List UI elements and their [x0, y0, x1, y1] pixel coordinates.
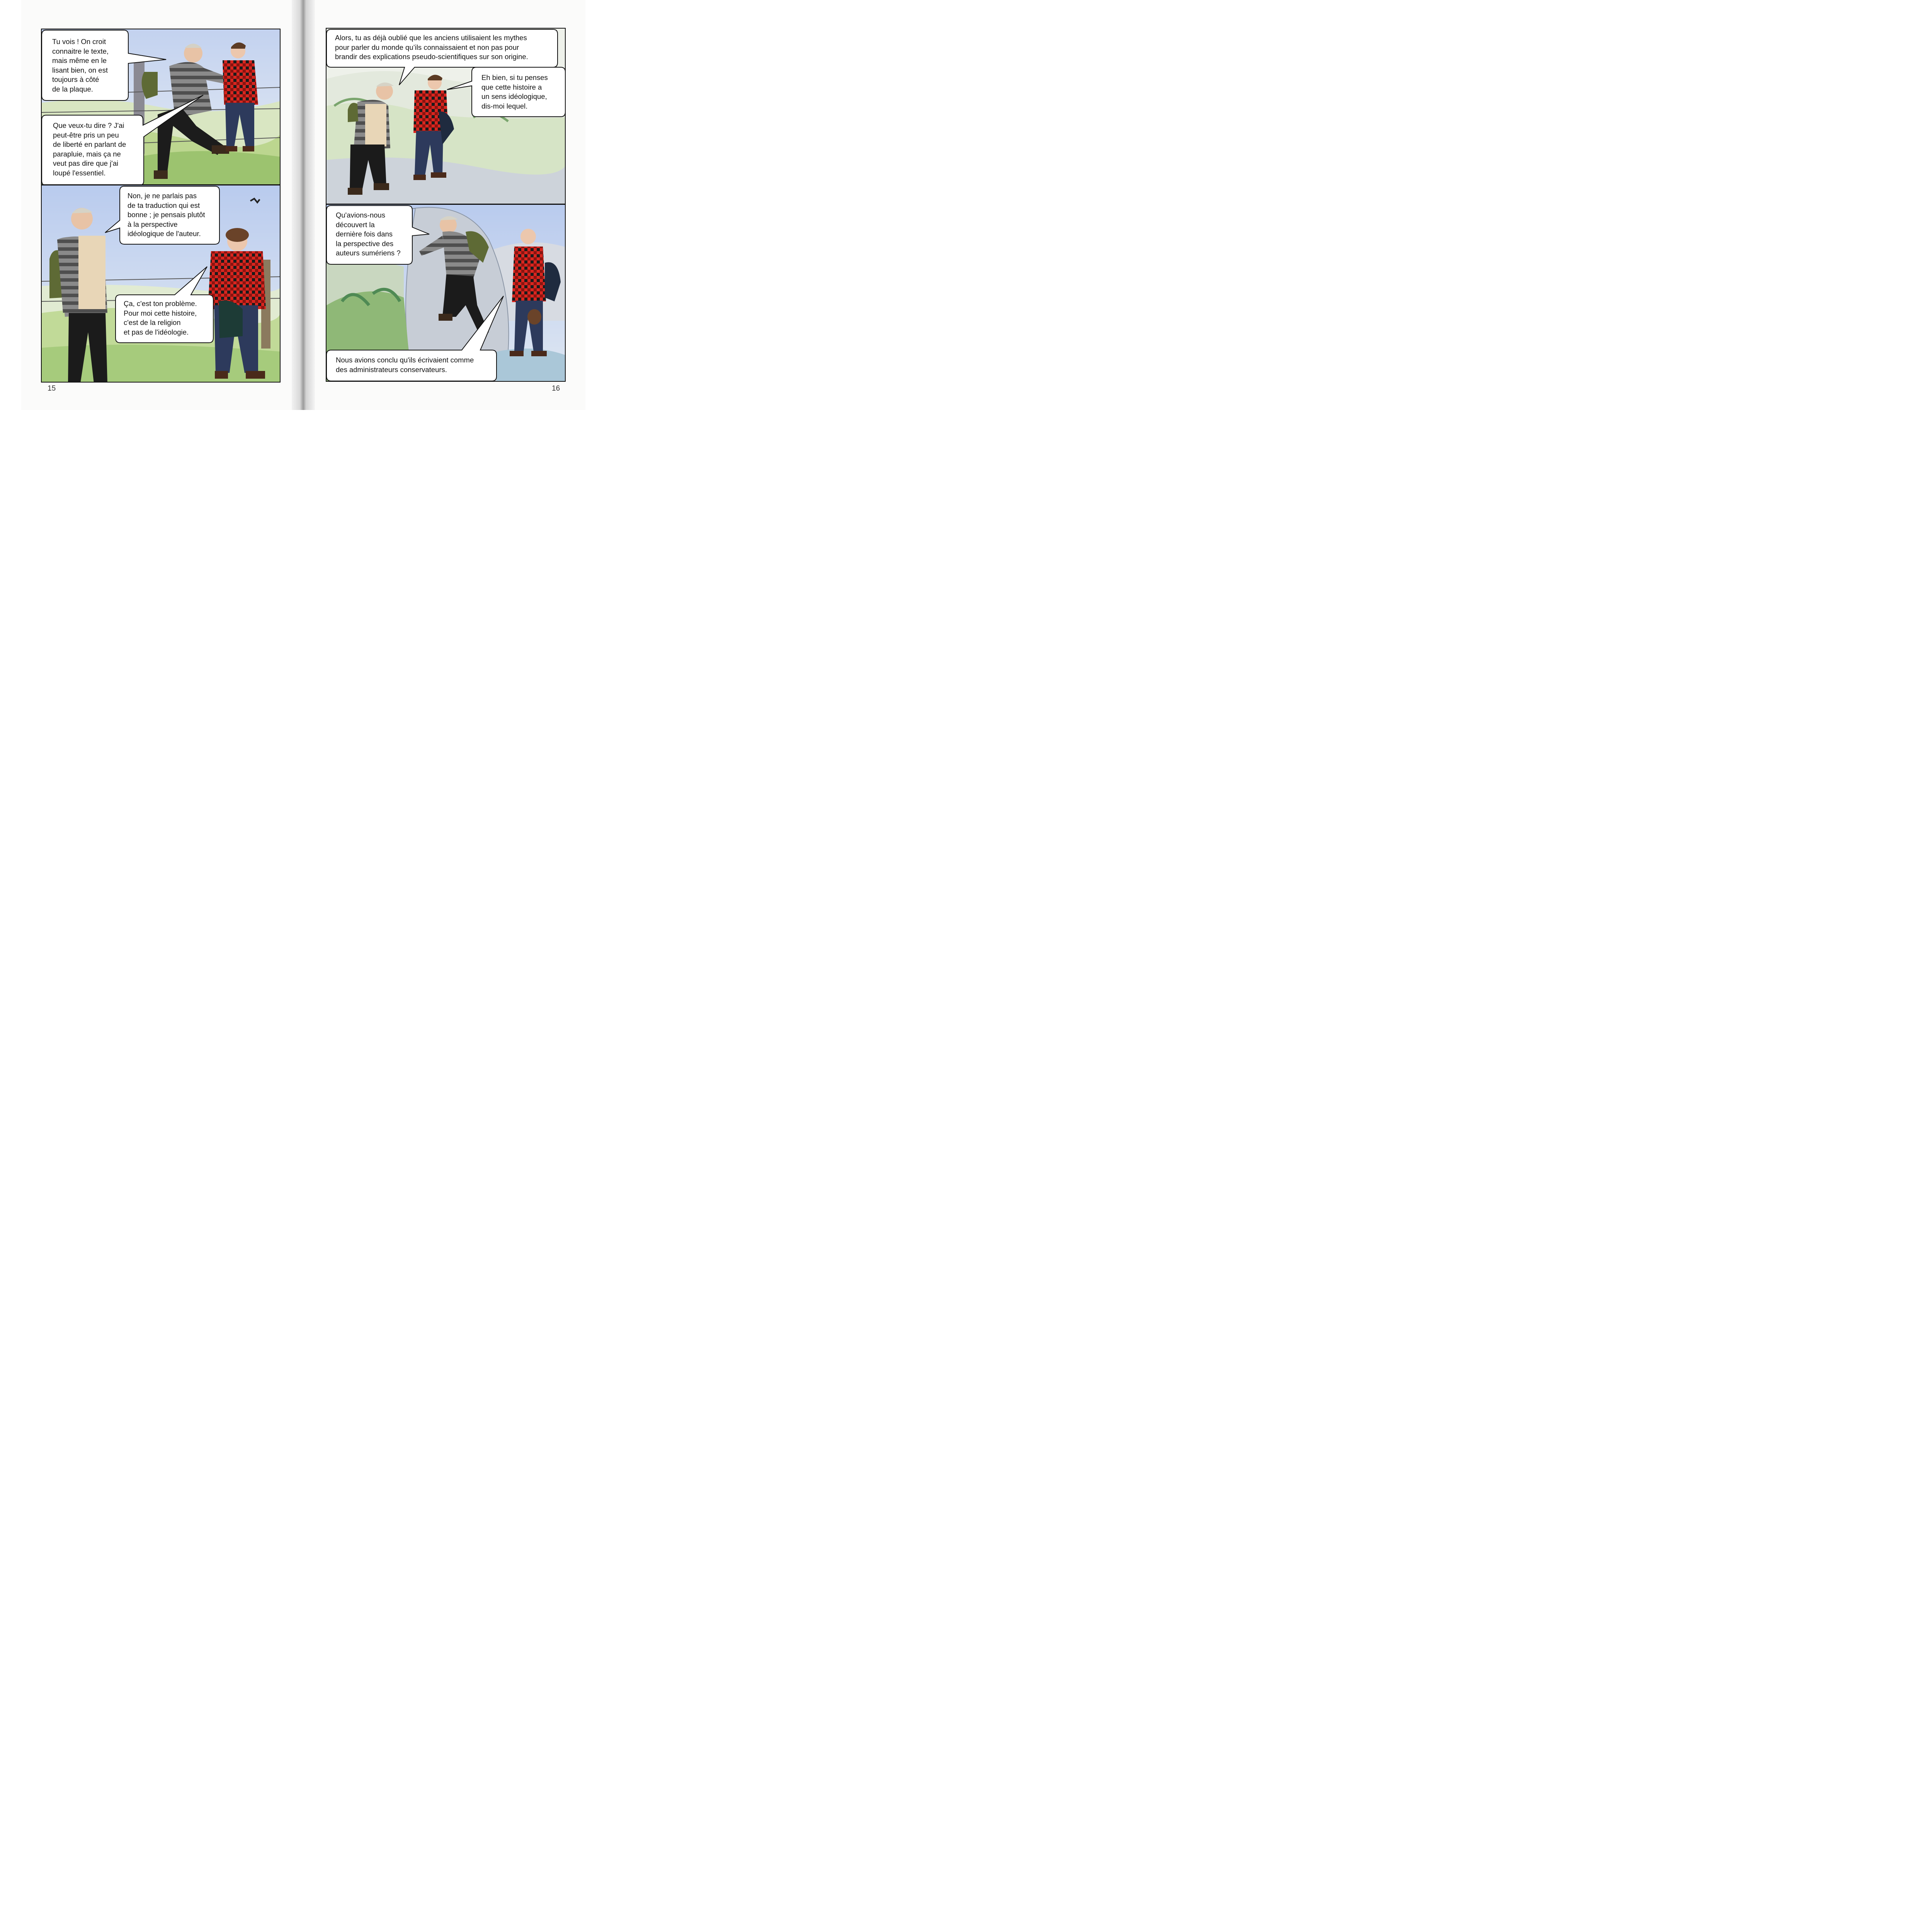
dialogue-text: Qu'avions-nous découvert la dernière fois dans la perspective des auteurs sumériens ? [336, 211, 401, 257]
panel-left-top [41, 29, 281, 185]
speech-bubble [327, 29, 566, 204]
speech-bubble [42, 29, 281, 185]
dialogue-text: Que veux-tu dire ? J'ai peut-être pris un peu de liberté en parlant de parapluie, mais ça ne veut pas dire que j'ai loupé l'essentiel. [53, 121, 126, 177]
dialogue-text: Ça, c'est ton problème. Pour moi cette histoire, c'est de la religion et pas de l'idéologie. [124, 299, 197, 336]
panel-left-bottom [41, 185, 281, 383]
dialogue-text: Tu vois ! On croit connaitre le texte, mais même en le lisant bien, on est toujours à côté de la plaque. [52, 37, 109, 93]
page-number: 15 [48, 384, 56, 393]
dialogue-text: Non, je ne parlais pas de ta traduction qui est bonne ; je pensais plutôt à la perspective idéologique de l'auteur. [128, 192, 205, 238]
dialogue-text: Eh bien, si tu penses que cette histoire a un sens idéologique, dis-moi lequel. [481, 73, 548, 110]
panel-right-bottom [326, 204, 566, 382]
dialogue-text: Alors, tu as déjà oublié que les anciens utilisaient les mythes pour parler du monde qu’ils connaissaient et non pas pour brandir des explications pseudo-scientifiques sur son origine. [335, 34, 528, 61]
book-gutter [292, 0, 315, 410]
comic-book-spread [0, 0, 606, 410]
page-number: 16 [552, 384, 560, 393]
panel-right-top [326, 28, 566, 204]
dialogue-text: Nous avions conclu qu'ils écrivaient comme des administrateurs conservateurs. [336, 356, 474, 374]
speech-bubble [327, 205, 566, 382]
speech-bubble [42, 185, 281, 383]
